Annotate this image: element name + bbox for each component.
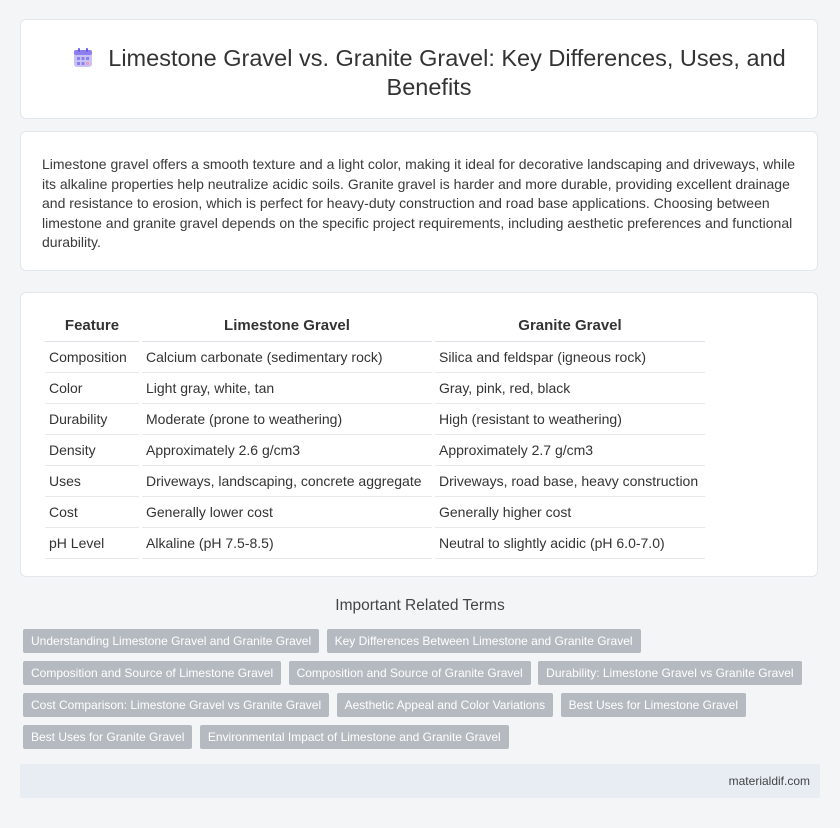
feature-cell: Uses <box>45 466 139 497</box>
page-title: Limestone Gravel vs. Granite Gravel: Key Differences, Uses, and Benefits <box>108 45 786 100</box>
limestone-cell: Calcium carbonate (sedimentary rock) <box>142 342 432 373</box>
footer <box>20 764 820 798</box>
table-row <box>45 373 705 404</box>
related-tag[interactable]: Composition and Source of Granite Gravel <box>289 661 531 685</box>
related-terms-title: Important Related Terms <box>335 597 505 614</box>
limestone-cell: Alkaline (pH 7.5-8.5) <box>142 528 432 559</box>
feature-cell: Cost <box>45 497 139 528</box>
related-tag[interactable]: Understanding Limestone Gravel and Granite Gravel <box>23 629 319 653</box>
related-tag[interactable]: Key Differences Between Limestone and Granite Gravel <box>327 629 641 653</box>
granite-cell: High (resistant to weathering) <box>435 404 705 435</box>
tag-row <box>23 661 813 693</box>
table-row <box>45 435 705 466</box>
header-limestone: Limestone Gravel <box>142 310 432 342</box>
related-tag[interactable]: Environmental Impact of Limestone and Granite Gravel <box>200 725 509 749</box>
related-tags <box>23 629 813 757</box>
header-feature: Feature <box>45 310 139 342</box>
related-tag[interactable]: Composition and Source of Limestone Gravel <box>23 661 281 685</box>
table-row <box>45 404 705 435</box>
feature-cell: Durability <box>45 404 139 435</box>
title-card <box>20 19 818 119</box>
table-row <box>45 466 705 497</box>
limestone-cell: Driveways, landscaping, concrete aggregate <box>142 466 432 497</box>
limestone-cell: Approximately 2.6 g/cm3 <box>142 435 432 466</box>
feature-cell: Density <box>45 435 139 466</box>
feature-cell: Composition <box>45 342 139 373</box>
granite-cell: Driveways, road base, heavy construction <box>435 466 705 497</box>
intro-card <box>20 131 818 271</box>
comparison-table <box>42 310 708 559</box>
table-header-row <box>45 310 705 342</box>
tag-row <box>23 725 813 757</box>
granite-cell: Gray, pink, red, black <box>435 373 705 404</box>
related-tag[interactable]: Durability: Limestone Gravel vs Granite Gravel <box>538 661 801 685</box>
related-tag[interactable]: Aesthetic Appeal and Color Variations <box>337 693 554 717</box>
intro-paragraph: Limestone gravel offers a smooth texture and a light color, making it ideal for decorative landscaping and driveways, while its alkaline properties help neutralize acidic soils. Granite gravel is harder and more durable, providing excellent drainage and resistance to erosion, which is perfect for heavy-duty construction and road base applications. Choosing between limestone and granite gravel depends on the specific project requirements, including aesthetic preferences and functional durability. <box>42 156 796 250</box>
feature-cell: pH Level <box>45 528 139 559</box>
comparison-card <box>20 292 818 577</box>
granite-cell: Silica and feldspar (igneous rock) <box>435 342 705 373</box>
granite-cell: Neutral to slightly acidic (pH 6.0-7.0) <box>435 528 705 559</box>
granite-cell: Approximately 2.7 g/cm3 <box>435 435 705 466</box>
page-title-wrap <box>61 44 797 102</box>
feature-cell: Color <box>45 373 139 404</box>
calendar-grid-icon <box>72 47 94 69</box>
related-tag[interactable]: Best Uses for Granite Gravel <box>23 725 192 749</box>
table-row <box>45 342 705 373</box>
limestone-cell: Generally lower cost <box>142 497 432 528</box>
limestone-cell: Light gray, white, tan <box>142 373 432 404</box>
tag-row <box>23 629 813 661</box>
table-row <box>45 528 705 559</box>
header-granite: Granite Gravel <box>435 310 705 342</box>
table-row <box>45 497 705 528</box>
footer-site-link[interactable]: materialdif.com <box>728 774 810 788</box>
limestone-cell: Moderate (prone to weathering) <box>142 404 432 435</box>
related-tag[interactable]: Best Uses for Limestone Gravel <box>561 693 746 717</box>
tag-row <box>23 693 813 725</box>
related-tag[interactable]: Cost Comparison: Limestone Gravel vs Granite Gravel <box>23 693 329 717</box>
granite-cell: Generally higher cost <box>435 497 705 528</box>
